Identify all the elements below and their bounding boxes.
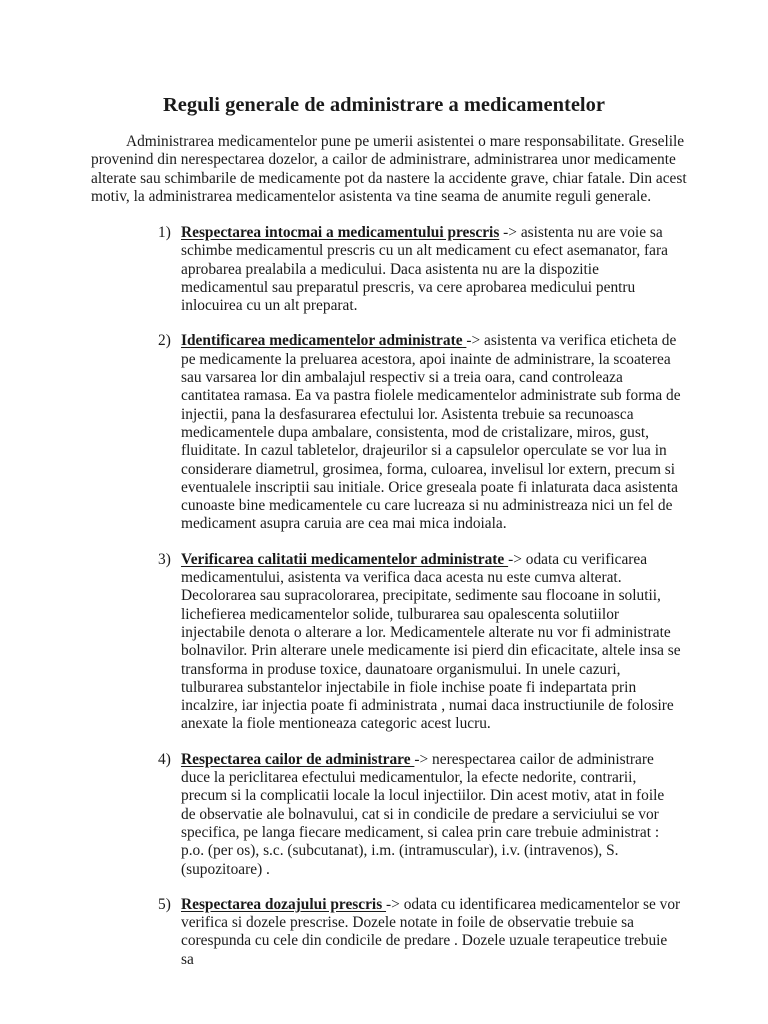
item-number: 1) (158, 224, 171, 241)
list-item (0, 332, 768, 533)
item-number: 4) (158, 750, 171, 768)
item-number: 3) (158, 550, 171, 568)
item-heading: Verificarea calitatii medicamentelor administrate (181, 550, 509, 568)
item-heading: Respectarea intocmai a medicamentului prescris (181, 224, 500, 241)
item-text: -> odata cu identificarea medicamentelor se vor verifica si dozele prescrise. Dozele notate in foile de observatie trebuie sa corespunda cu cele din condicile de predare . Dozele uzuale terapeutice trebuie sa (181, 895, 681, 968)
list-item (0, 224, 768, 315)
item-heading: Respectarea cailor de administrare (181, 750, 415, 768)
item-number: 5) (158, 895, 171, 913)
item-body (181, 332, 681, 533)
item-body (181, 751, 681, 879)
list-item (0, 896, 768, 969)
list-item (0, 551, 768, 734)
item-body (181, 551, 681, 734)
item-text: -> asistenta nu are voie sa schimbe medicamentul prescris cu un alt medicament cu efect asemanator, fara aprobarea prealabila a medicului. Daca asistenta nu are la dispozitie medicamentul sau preparatul prescris, va cere aprobarea medicului pentru inlocuirea cu un alt preparat. (181, 224, 668, 315)
item-body (181, 224, 681, 315)
intro-paragraph: Administrarea medicamentelor pune pe umerii asistentei o mare responsabilitate. Greselile provenind din nerespectarea dozelor, a cailor de administrare, administrarea unor medicamente alterate sau schimbarile de medicamente pot da nastere la accidente grave, chiar fatale. Din acest motiv, la administrarea medicamentelor asistenta va tine seama de anumite reguli generale. (91, 133, 687, 206)
item-heading: Identificarea medicamentelor administrate (181, 332, 467, 350)
item-text: -> asistenta va verifica eticheta de pe medicamente la preluarea acestora, apoi inainte de administrare, la scoaterea sau varsarea lor din ambalajul respectiv si a treia oara, cand controleaza cantitatea ramasa. Ea va pastra fiolele medicamentelor administrate sub forma de injectii, pana la desfasurarea efectului lor. Asistenta trebuie sa recunoasca medicamentele dupa ambalare, consistenta, mod de cristalizare, miros, gust, fluiditate. In cazul tabletelor, drajeurilor si a capsulelor operculate se vor lua in considerare diametrul, grosimea, forma, culoarea, invelisul lor extern, precum si eventualele inscriptii sau initiale. Orice greseala poate fi inlaturata daca asistenta cunoaste bine medicamentele cu care lucreaza si nu administreaza nici un fel de medicament asupra caruia are cea mai mica indoiala. (181, 332, 681, 533)
item-number: 2) (158, 332, 171, 350)
item-heading: Respectarea dozajului prescris (181, 895, 387, 913)
item-body (181, 896, 681, 969)
rules-list (0, 224, 768, 986)
page-title: Reguli generale de administrare a medicamentelor (163, 94, 605, 116)
list-item (0, 751, 768, 879)
item-text: -> odata cu verificarea medicamentului, asistenta va verifica daca acesta nu este cumva alterat. Decolorarea sau supracolorarea, precipitate, sedimente sau flocoane in solutii, lichefierea medicamentelor solide, tulburarea sau opalescenta solutiilor injectabile denota o alterare a lor. Medicamentele alterate nu vor fi administrate bolnavilor. Prin alterare unele medicamente isi pierd din eficacitate, altele insa se transforma in produse toxice, daunatoare organismului. In unele cazuri, tulburarea substantelor injectabile in fiole inchise poate fi indepartata prin incalzire, iar injectia poate fi administrata , numai daca instructiunile de folosire anexate la fiole mentioneaza categoric acest lucru. (181, 550, 681, 733)
item-text: -> nerespectarea cailor de administrare duce la periclitarea efectului medicamentulor, la efecte nedorite, contrarii, precum si la complicatii locale la locul injectiilor. Din acest motiv, atat in foile de observatie ale bolnavului, cat si in condicile de predare a serviciului se vor specifica, pe langa fiecare medicament, si calea prin care trebuie administrat : p.o. (per os), s.c. (subcutanat), i.m. (intramuscular), i.v. (intravenos), S. (supozitoare) . (181, 750, 665, 878)
